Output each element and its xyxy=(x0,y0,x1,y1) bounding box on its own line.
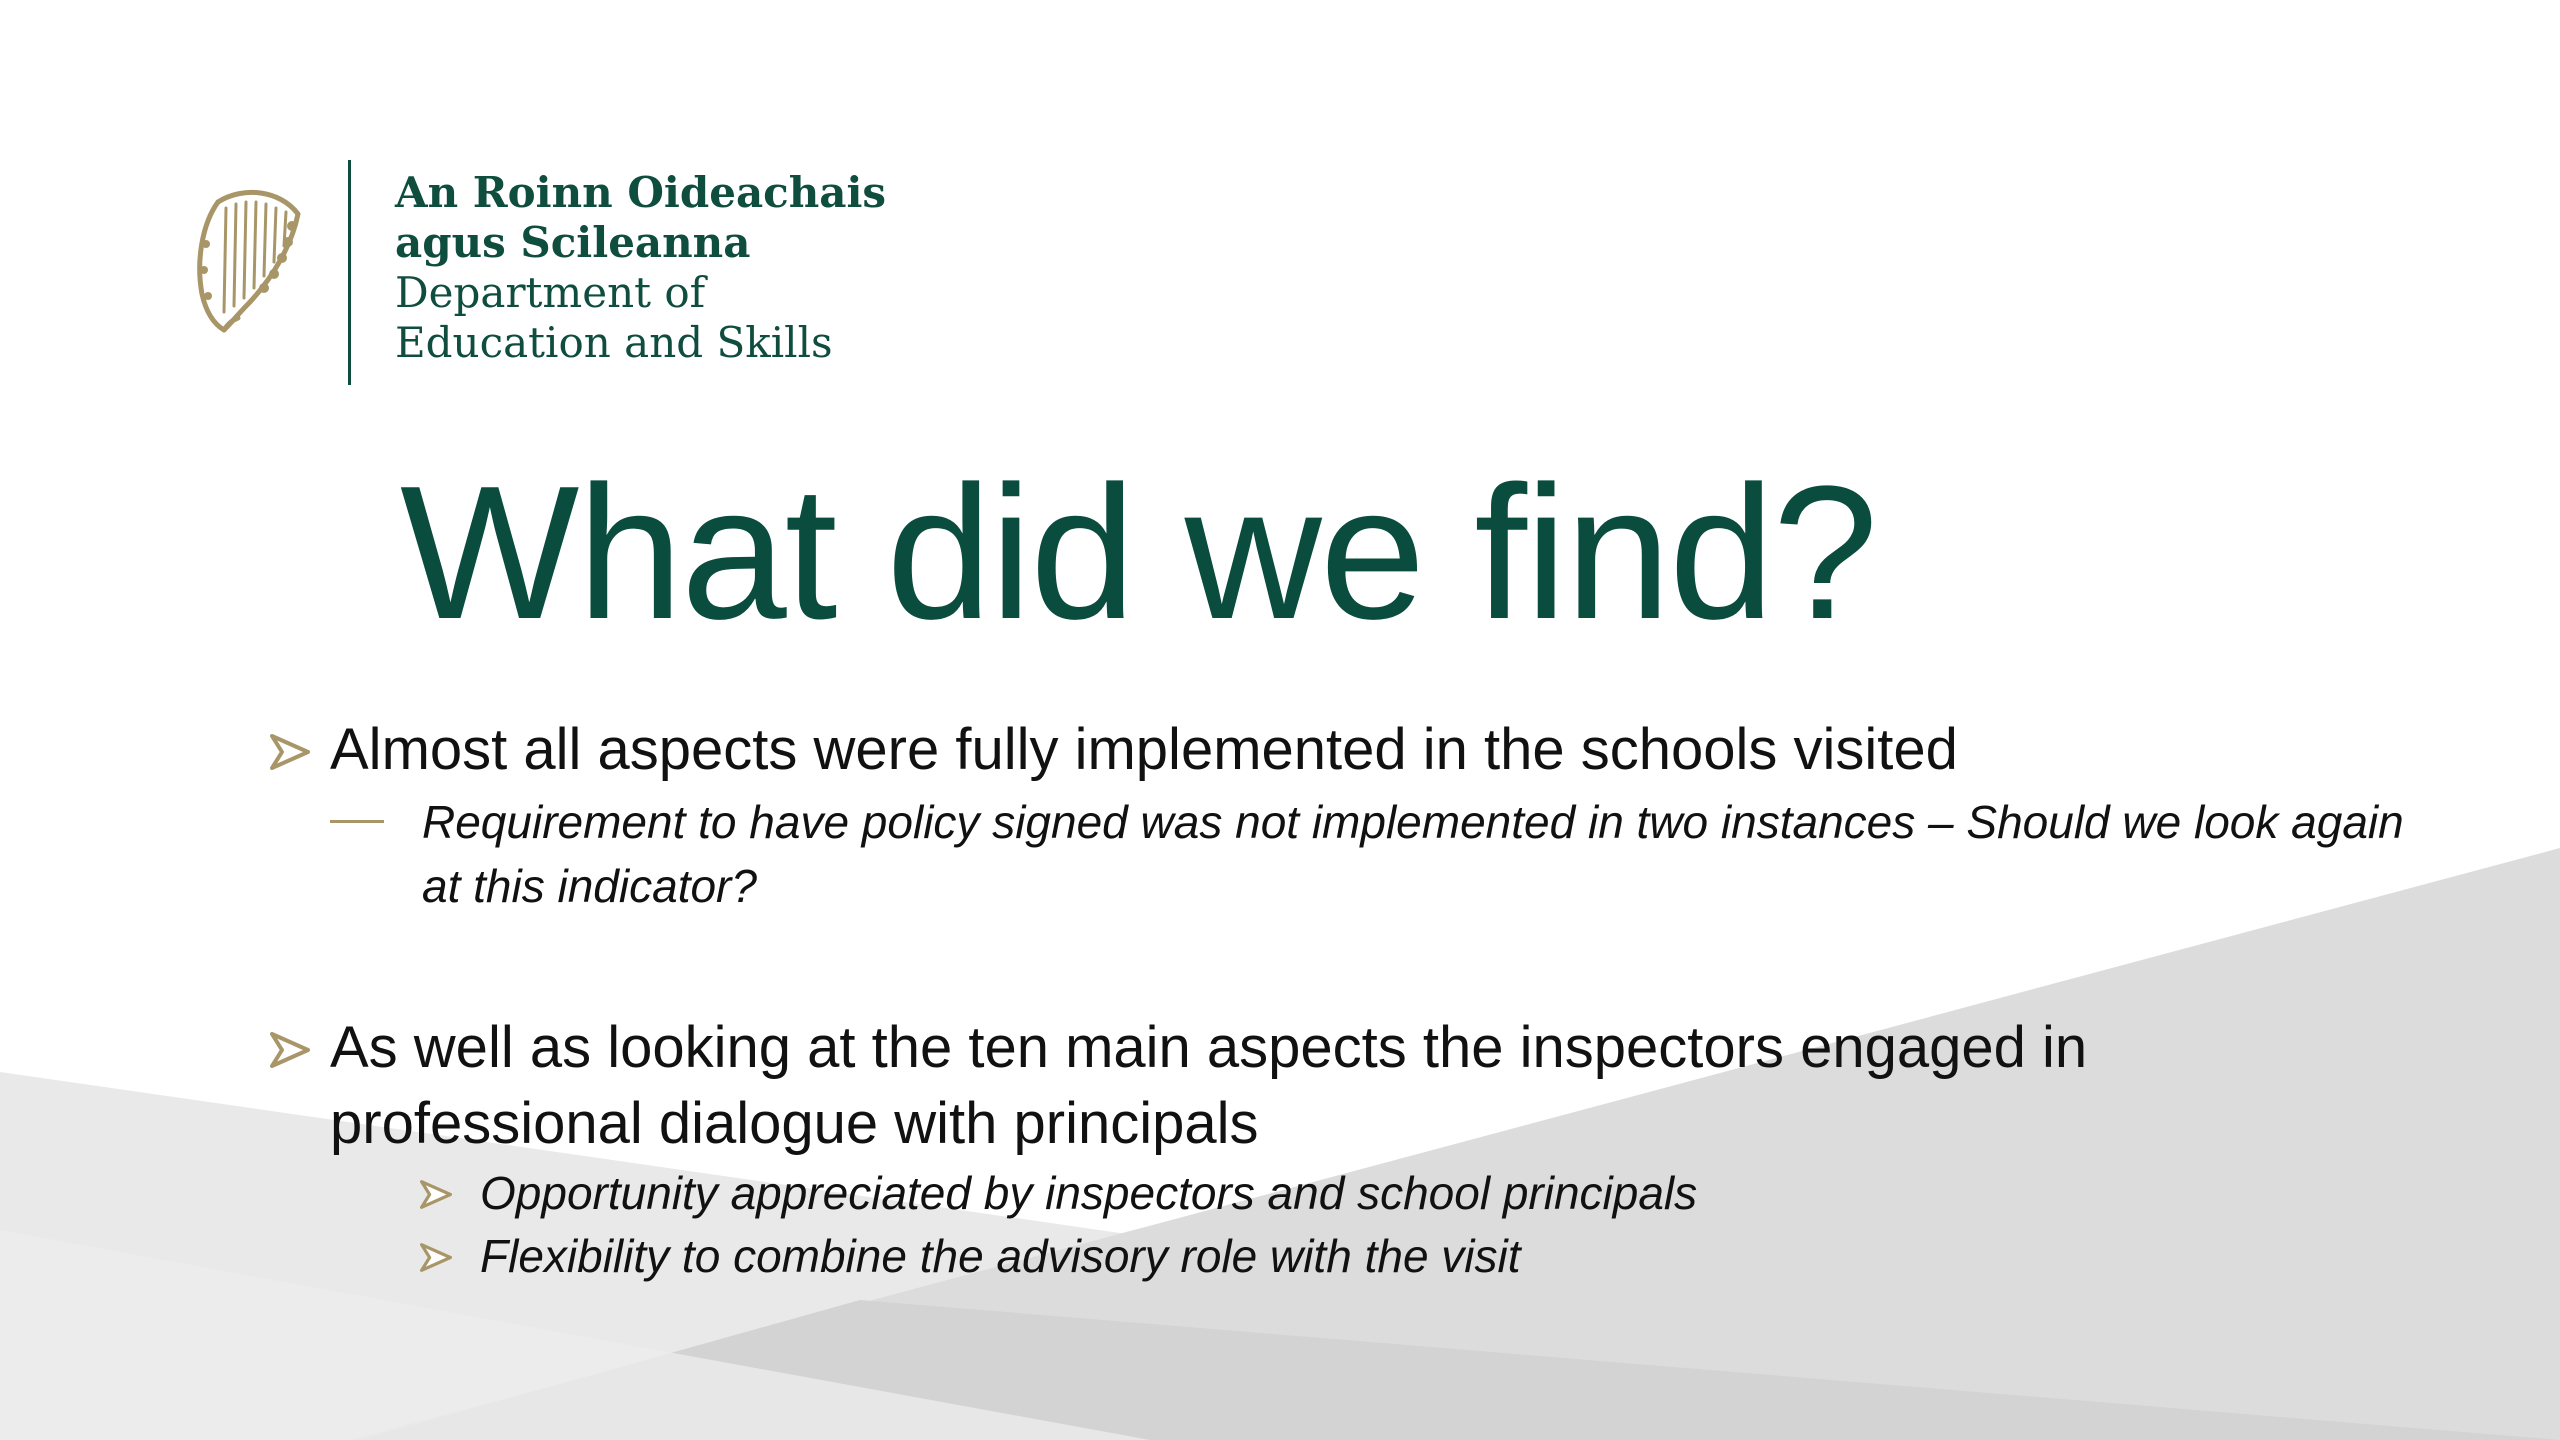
dash-bullet-icon xyxy=(330,820,384,823)
sub-bullet-item xyxy=(270,790,2410,918)
arrow-bullet-icon xyxy=(420,1243,452,1272)
sub-bullet-item xyxy=(270,1225,2410,1288)
arrow-bullet-icon xyxy=(270,734,310,770)
bullet-item xyxy=(270,712,2410,788)
bullet-item xyxy=(270,1010,2410,1162)
logo-divider xyxy=(348,160,351,385)
department-name xyxy=(395,168,886,368)
sub-bullet-text: Requirement to have policy signed was not implemented in two instances – Should we look again at this indicator? xyxy=(422,796,2404,912)
arrow-bullet-icon xyxy=(420,1180,452,1209)
bullet-list xyxy=(270,712,2410,1288)
slide-title: What did we find? xyxy=(400,447,1877,659)
english-name-line-1: Department of xyxy=(395,268,706,317)
sub-bullet-text: Flexibility to combine the advisory role with the visit xyxy=(480,1230,1521,1282)
arrow-bullet-icon xyxy=(270,1032,310,1068)
english-name-line-2: Education and Skills xyxy=(395,318,833,367)
bullet-text: As well as looking at the ten main aspects the inspectors engaged in professional dialogue with principals xyxy=(330,1015,2088,1156)
irish-name-line-1: An Roinn Oideachais xyxy=(395,168,887,217)
bullet-text: Almost all aspects were fully implemented in the schools visited xyxy=(330,717,1958,782)
sub-bullet-text: Opportunity appreciated by inspectors and school principals xyxy=(480,1167,1698,1219)
department-logo xyxy=(188,160,887,390)
irish-name-line-2: agus Scileanna xyxy=(395,218,751,267)
sub-bullet-item xyxy=(270,1162,2410,1225)
harp-icon xyxy=(188,184,306,334)
